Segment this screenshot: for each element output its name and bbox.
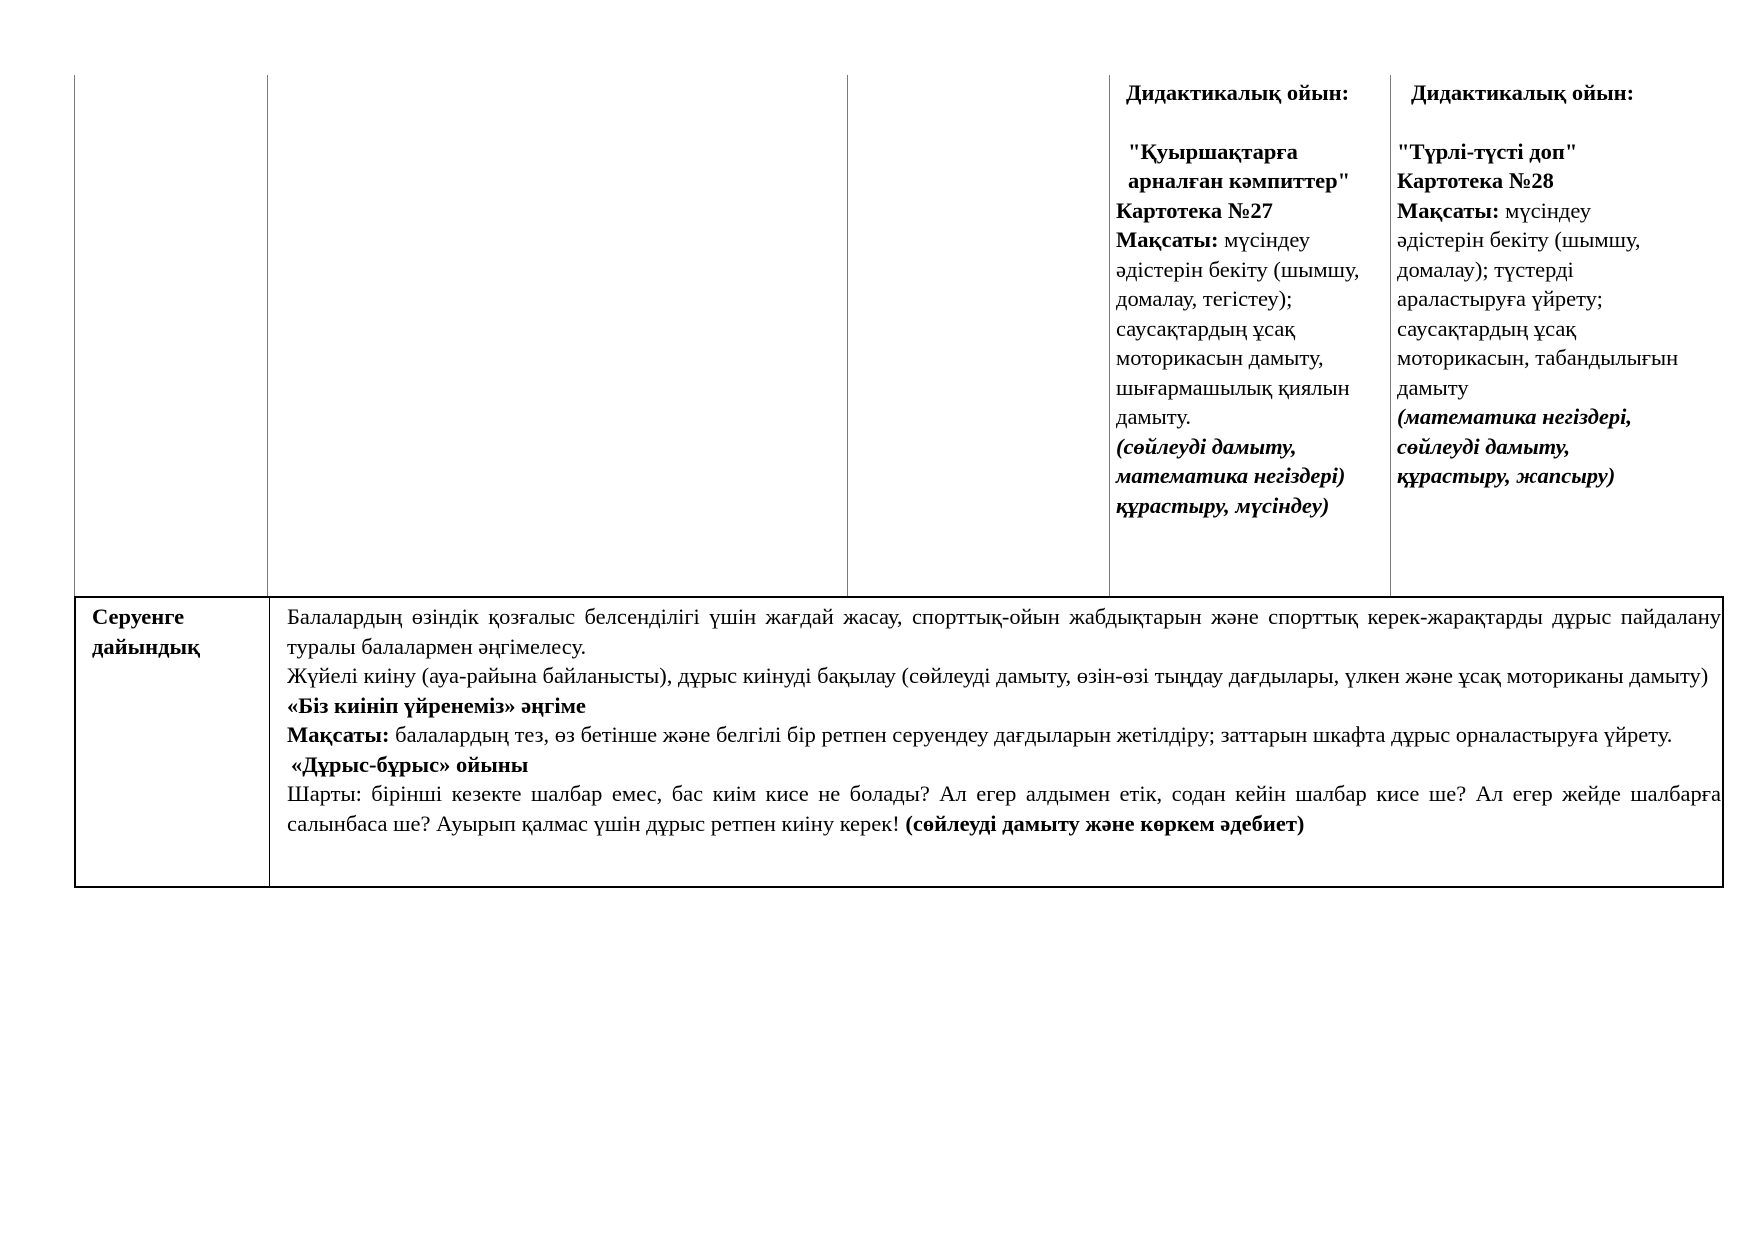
column-divider: [847, 75, 848, 597]
game-aim: [1397, 196, 1682, 403]
game-subjects: (математика негіздері, сөйлеуді дамыту, құрастыру, жапсыру): [1397, 404, 1632, 488]
aim-text: мүсіндеу әдістерін бекіту (шымшу, домалау); түстерді араластыруға үйрету; саусақтардың ұсақ моторикасын, табандылығын дамыту: [1397, 197, 1679, 400]
game-name: "Түрлі-түсті доп": [1397, 138, 1578, 164]
didactic-game-cell-27: [1116, 78, 1394, 520]
aim-text: мүсіндеу әдістерін бекіту (шымшу, домалау, тегістеу); саусақтардың ұсақ моторикасын дамыту, шығармашылық қиялын дамыту.: [1116, 227, 1360, 429]
conversation-heading: «Біз киініп үйренеміз» әңгіме: [287, 692, 586, 718]
aim-label: Мақсаты:: [1116, 227, 1219, 252]
walk-preparation-row: [74, 596, 1724, 888]
game-conditions: [287, 779, 1721, 838]
column-divider: [1109, 75, 1110, 597]
game-title: Дидактикалық ойын:: [1411, 80, 1635, 105]
game-name: "Қуыршақтарға арналған кәмпиттер": [1128, 138, 1351, 193]
game-title: Дидактикалық ойын:: [1126, 80, 1350, 105]
didactic-game-cell-28: [1397, 78, 1682, 491]
paragraph-dressing: Жүйелі киіну (ауа-райына байланысты), дұрыс киінуді бақылау (сөйлеуді дамыту, өзін-өзі тыңдау дағдылары, үлкен және ұсақ моториканы дамыту): [287, 663, 1709, 688]
conditions-text: Шарты: бірінші кезекте шалбар емес, бас киім кисе не болады? Ал егер алдымен етік, содан кейін шалбар кисе ше? Ал егер жейде шалбарға салынбаса ше? Ауырып қалмас үшін дұрыс ретпен киіну керек!: [287, 781, 1721, 836]
card-number: Картотека №28: [1397, 168, 1554, 193]
card-number: Картотека №27: [1116, 197, 1273, 223]
aim-label: Мақсаты:: [1397, 197, 1500, 223]
paragraph-conditions-activity: Балалардың өзіндік қозғалыс белсенділігі үшін жағдай жасау, спорттық-ойын жабдықтарын және спорттық керек-жарақтарды дұрыс пайдалану туралы балалармен әңгімелесу.: [287, 604, 1721, 659]
aim-label: Мақсаты:: [287, 722, 390, 747]
row-label: Серуенге дайындық: [92, 604, 201, 659]
row-content: [287, 602, 1721, 838]
game-heading: «Дұрыс-бұрыс» ойыны: [291, 751, 529, 777]
conditions-subjects: (сөйлеуді дамыту және көркем әдебиет): [905, 810, 1305, 836]
game-subjects: (сөйлеуді дамыту, математика негіздері) құрастыру, мүсіндеу): [1116, 433, 1346, 518]
column-divider: [269, 598, 270, 886]
table-border-left: [74, 75, 75, 597]
column-divider: [267, 75, 268, 597]
conversation-aim: [287, 720, 1721, 750]
aim-text: балалардың тез, өз бетінше және белгілі бір ретпен серуендеу дағдыларын жетілдіру; заттарын шкафта дұрыс орналастыруға үйрету.: [389, 722, 1673, 747]
game-aim: [1116, 225, 1394, 432]
